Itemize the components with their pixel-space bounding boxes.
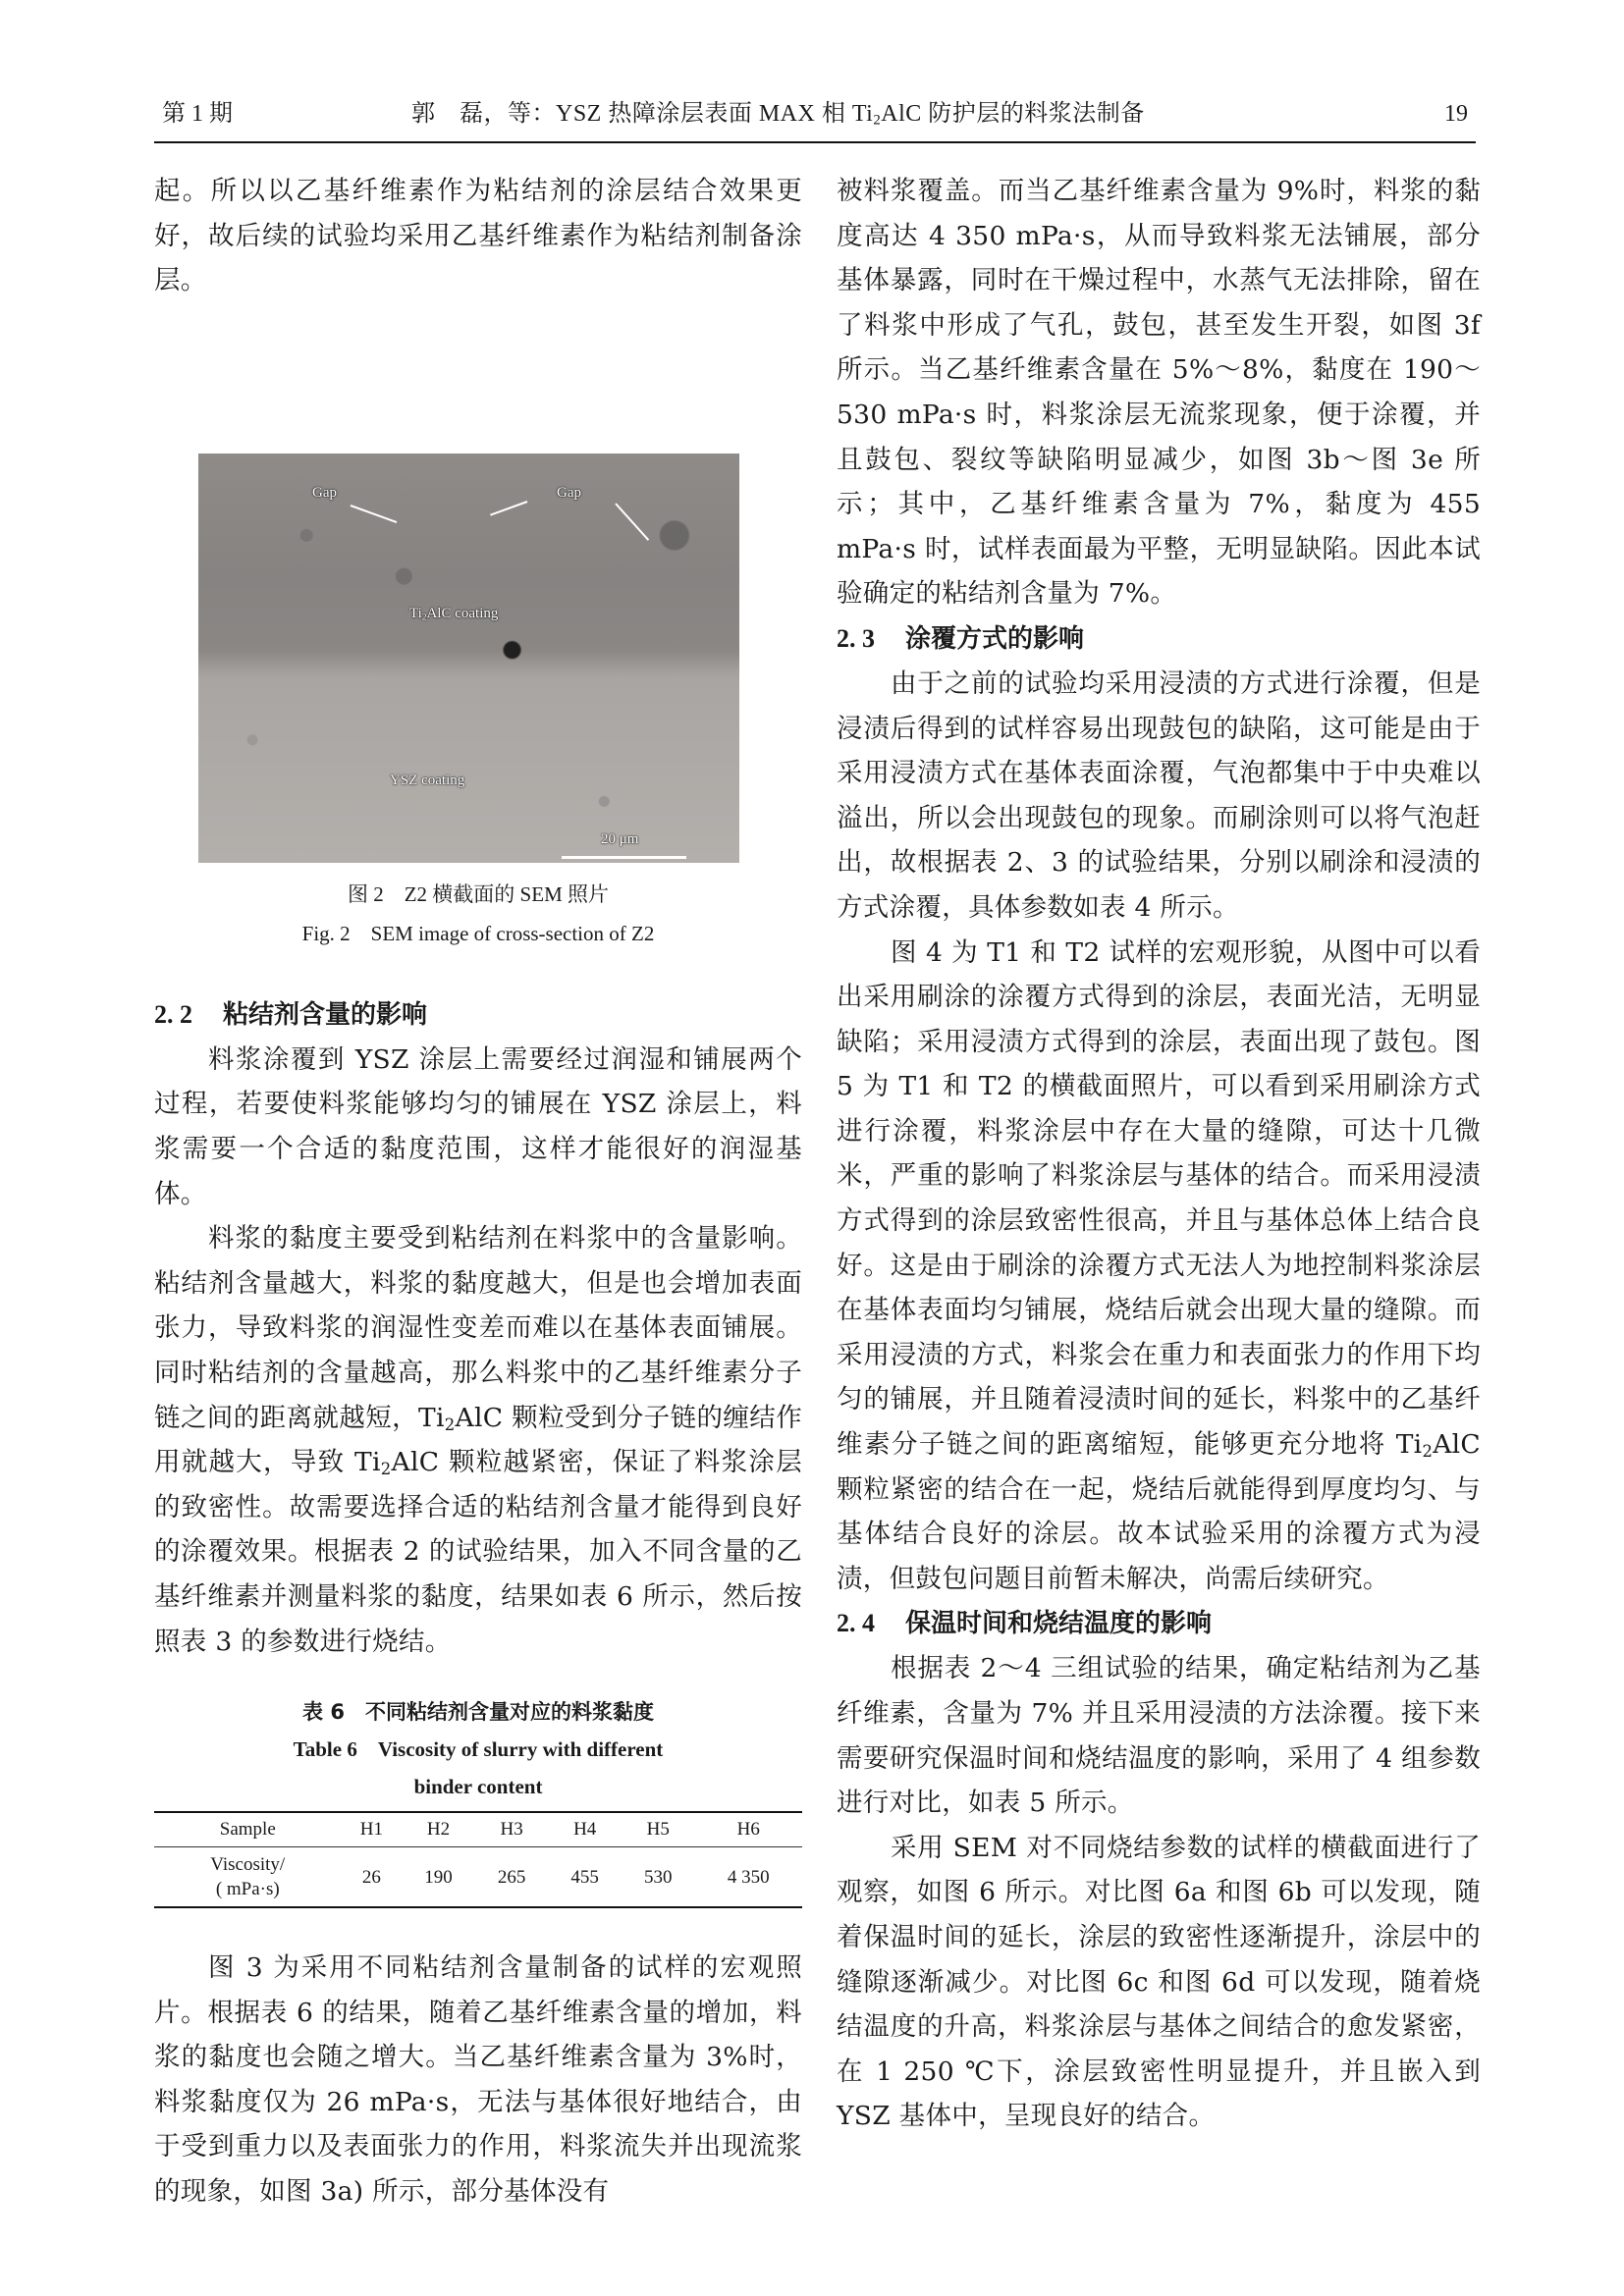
table-row-label: Viscosity/ ( mPa·s) xyxy=(210,1854,286,1900)
page-number: 19 xyxy=(1444,101,1468,127)
figure-2 xyxy=(154,303,802,945)
figure-caption-en: Fig. 2 SEM image of cross-section of Z2 xyxy=(301,921,655,945)
table-header-cell: H5 xyxy=(622,1812,695,1847)
table-header-cell: H1 xyxy=(342,1812,403,1847)
table-6 xyxy=(154,1811,802,1908)
paragraph-intro: 起。所以以乙基纤维素作为粘结剂的涂层结合效果更好，故后续的试验均采用乙基纤维素作为粘结剂制备涂层。 xyxy=(154,176,802,296)
issue-label: 第 1 期 xyxy=(162,101,233,127)
table-cell: 265 xyxy=(497,1866,526,1888)
table-header-cell: H4 xyxy=(548,1812,622,1847)
section-heading-2-2: 2. 2 粘结剂含量的影响 xyxy=(154,999,428,1030)
table-caption-en-1: Table 6 Viscosity of slurry with different xyxy=(293,1737,664,1762)
paragraph-2-2-b: 料浆的黏度主要受到粘结剂在料浆中的含量影响。粘结剂含量越大，料浆的黏度越大，但是也会增加表面张力，导致料浆的润湿性变差而难以在基体表面铺展。同时粘结剂的含量越高，那么料浆中的乙基纤维素分子链之间的距离就越短，$Ti_2AlC$ 颗粒受到分子链的缠结作用就越大，导致 $Ti_2AlC$ 颗粒越紧密，保证了料浆涂层的致密性。故需要选择合适的粘结剂含量才能得到良好的涂覆效果。根据表 2 的试验结果，加入不同含量的乙基纤维素并测量料浆的黏度，结果如表 6 所示，然后按照表 3 的参数进行烧结。 xyxy=(154,1223,802,1657)
right-column xyxy=(837,169,1481,2139)
gap-label-1: Gap xyxy=(312,484,337,501)
table-caption-en-2: binder content xyxy=(413,1775,543,1799)
arrow-icon xyxy=(490,501,527,516)
paragraph-2-4-b: 采用 SEM 对不同烧结参数的试样的横截面进行了观察，如图 6 所示。对比图 6a 和图 6b 可以发现，随着保温时间的延长，涂层的致密性逐渐提升，涂层中的缝隙逐渐减少。对比图 6c 和图 6d 可以发现，随着烧结温度的升高，料浆涂层与基体之间结合的愈发紧密，在 1 250 ℃下，涂层致密性明显提升，并且嵌入到 YSZ 基体中，呈现良好的结合。 xyxy=(837,1832,1481,2132)
layer-boundary xyxy=(198,658,739,697)
running-header xyxy=(154,94,1476,143)
paragraph-fig3: 图 3 为采用不同粘结剂含量制备的试样的宏观照片。根据表 6 的结果，随着乙基纤维素含量的增加，料浆的黏度也会随之增大。当乙基纤维素含量为 3%时，料浆黏度仅为 26 mPa·s，无法与基体很好地结合，由于受到重力以及表面张力的作用，料浆流失并出现流浆的现象，如图 3a) 所示，部分基体没有 xyxy=(154,1952,802,2208)
table-cell: 455 xyxy=(570,1866,599,1888)
table-cell: 530 xyxy=(644,1866,673,1888)
table-header-cell: Sample xyxy=(154,1812,342,1847)
scale-bar xyxy=(562,856,686,859)
paragraph-2-3-b: 图 4 为 T1 和 T2 试样的宏观形貌，从图中可以看出采用刷涂的涂覆方式得到的涂层，表面光洁，无明显缺陷；采用浸渍方式得到的涂层，表面出现了鼓包。图 5 为 T1 和 T2 的横截面照片，可以看到采用刷涂方式进行涂覆，料浆涂层中存在大量的缝隙，可达十几微米，严重的影响了料浆涂层与基体的结合。而采用浸渍方式得到的涂层致密性很高，并且与基体总体上结合良好。这是由于刷涂的涂覆方式无法人为地控制料浆涂层在基体表面均匀铺展，烧结后就会出现大量的缝隙。而采用浸渍的方式，料浆会在重力和表面张力的作用下均匀的铺展，并且随着浸渍时间的延长，料浆中的乙基纤维素分子链之间的距离缩短，能够更充分地将 $Ti_2AlC$ 颗粒紧密的结合在一起，烧结后就能得到厚度均匀、与基体结合良好的涂层。故本试验采用的涂覆方式为浸渍，但鼓包问题目前暂未解决，尚需后续研究。 xyxy=(837,936,1481,1594)
ysz-coating-label: YSZ coating xyxy=(390,772,465,788)
arrow-icon xyxy=(615,503,649,540)
paragraph-2-3-a: 由于之前的试验均采用浸渍的方式进行涂覆，但是浸渍后得到的试样容易出现鼓包的缺陷，这可能是由于采用浸渍方式在基体表面涂覆，气泡都集中于中央难以溢出，所以会出现鼓包的现象。而刷涂则可以将气泡赶出，故根据表 2、3 的试验结果，分别以刷涂和浸渍的方式涂覆，具体参数如表 4 所示。 xyxy=(837,667,1481,923)
scale-label: 20 μm xyxy=(601,830,639,847)
section-heading-2-3: 2. 3 涂覆方式的影响 xyxy=(837,623,1085,654)
table-caption-cn: 表 6 不同粘结剂含量对应的料浆黏度 xyxy=(302,1700,654,1725)
table-header-cell: H3 xyxy=(475,1812,549,1847)
table-header-cell: H6 xyxy=(695,1812,802,1847)
ti2alc-coating-label: $Ti_2AlC$ coating xyxy=(409,605,499,623)
arrow-icon xyxy=(351,505,398,523)
paragraph-continued: 被料浆覆盖。而当乙基纤维素含量为 9%时，料浆的黏度高达 4 350 mPa·s，从而导致料浆无法铺展，部分基体暴露，同时在干燥过程中，水蒸气无法排除，留在了料浆中形成了气孔，鼓包，甚至发生开裂，如图 3f 所示。当乙基纤维素含量在 5%～8%，黏度在 190～530 mPa·s 时，料浆涂层无流浆现象，便于涂覆，并且鼓包、裂纹等缺陷明显减少，如图 3b～图 3e 所示；其中，乙基纤维素含量为 7%，黏度为 455 mPa·s 时，试样表面最为平整，无明显缺陷。因此本试验确定的粘结剂含量为 7%。 xyxy=(837,176,1481,610)
running-title: 郭 磊，等：YSZ 热障涂层表面 MAX 相 $Ti_2AlC$ 防护层的料浆法制备 xyxy=(411,101,1145,129)
left-column xyxy=(154,169,802,2215)
table-cell: 26 xyxy=(361,1866,381,1888)
section-heading-2-4: 2. 4 保温时间和烧结温度的影响 xyxy=(837,1609,1213,1639)
table-cell: 4 350 xyxy=(727,1866,770,1888)
gap-label-2: Gap xyxy=(557,484,581,501)
table-header-cell: H2 xyxy=(402,1812,475,1847)
sem-image xyxy=(198,454,739,863)
table-cell: 190 xyxy=(424,1866,453,1888)
table-header-row xyxy=(154,1812,802,1847)
table-row xyxy=(154,1847,802,1908)
figure-caption-cn: 图 2 Z2 横截面的 SEM 照片 xyxy=(347,881,609,906)
paragraph-2-2-a: 料浆涂覆到 YSZ 涂层上需要经过润湿和铺展两个过程，若要使料浆能够均匀的铺展在 YSZ 涂层上，料浆需要一个合适的黏度范围，这样才能很好的润湿基体。 xyxy=(154,1043,802,1209)
paragraph-2-4-a: 根据表 2～4 三组试验的结果，确定粘结剂为乙基纤维素，含量为 7% 并且采用浸渍的方法涂覆。接下来需要研究保温时间和烧结温度的影响，采用了 4 组参数进行对比，如表 5 所示。 xyxy=(837,1653,1481,1819)
